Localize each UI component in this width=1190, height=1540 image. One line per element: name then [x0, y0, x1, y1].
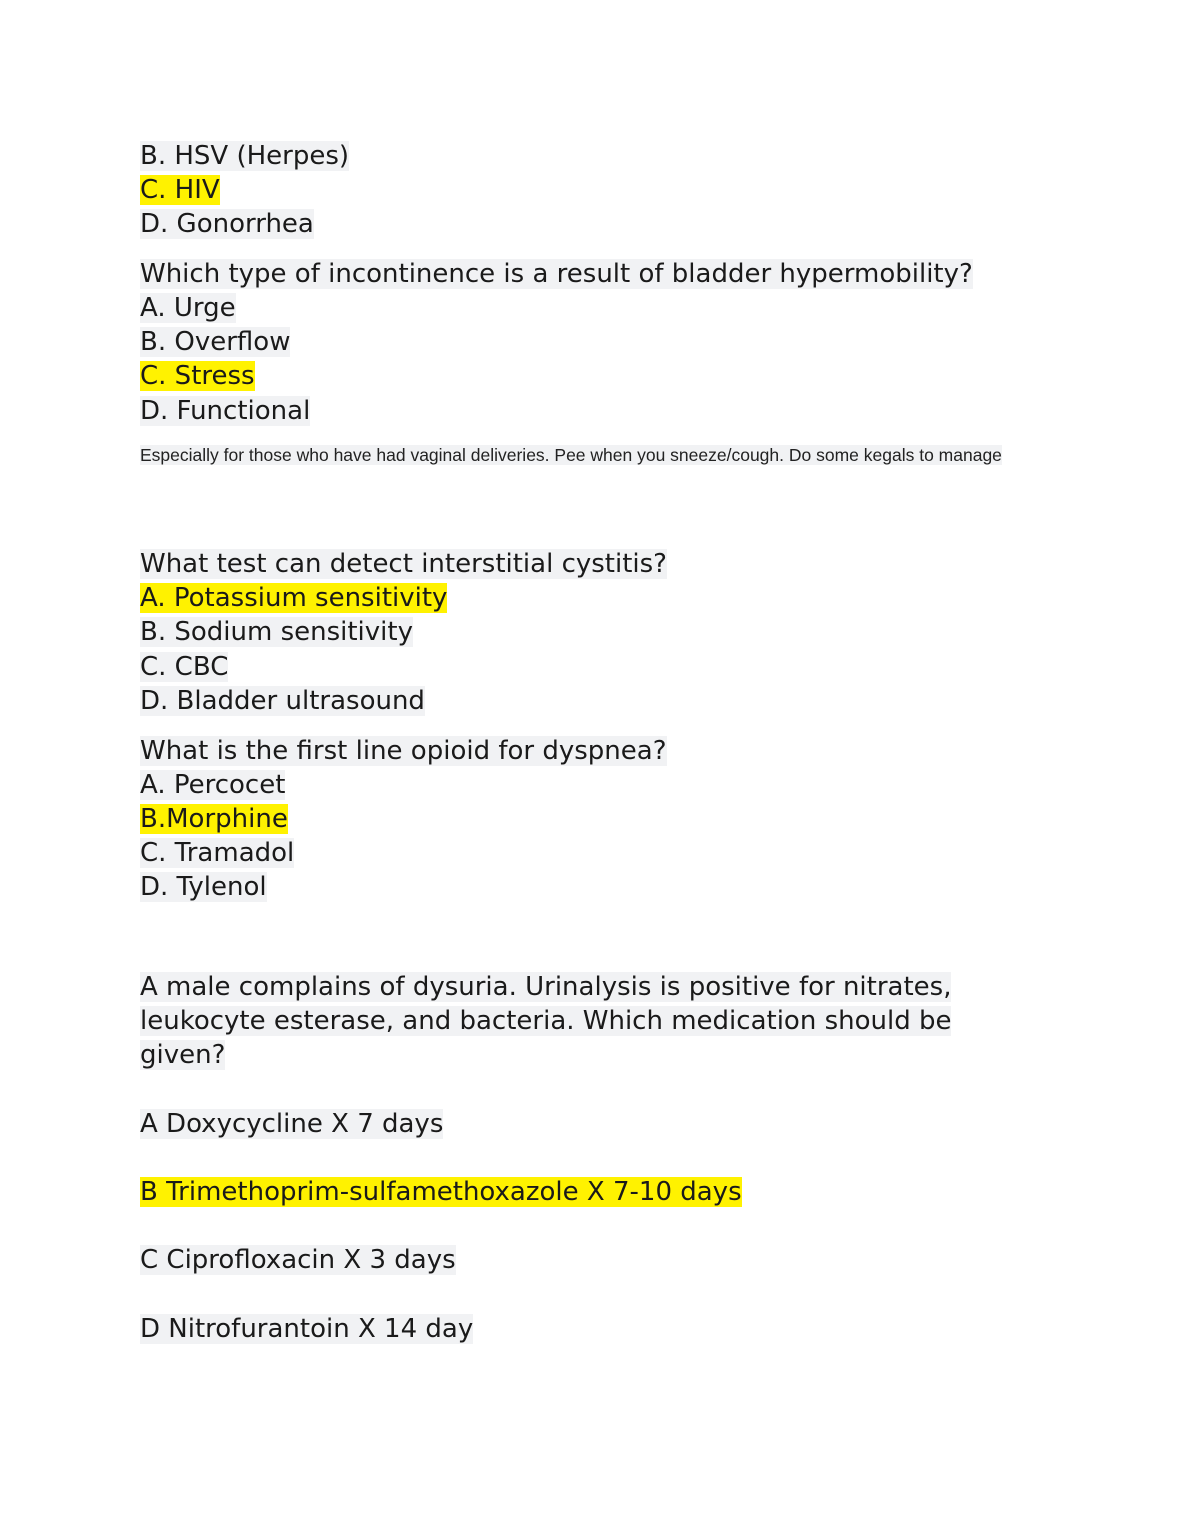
q3-option-d: D. Tylenol [140, 872, 267, 902]
q3-option-c: C. Tramadol [140, 838, 295, 868]
q4-option-b-answer: B Trimethoprim-sulfamethoxazole X 7-10 days [140, 1177, 742, 1207]
q1-explanation-note: Especially for those who have had vaginal deliveries. Pee when you sneeze/cough. Do some kegals to manage [140, 445, 1002, 465]
q3-option-b-answer: B.Morphine [140, 804, 288, 834]
q3-option-a: A. Percocet [140, 770, 286, 800]
q1-question: Which type of incontinence is a result of bladder hypermobility? [140, 259, 973, 289]
q2-option-a-answer: A. Potassium sensitivity [140, 583, 448, 613]
q0-option-c-answer: C. HIV [140, 175, 220, 205]
q3-question: What is the first line opioid for dyspnea? [140, 736, 667, 766]
q1-option-c-answer: C. Stress [140, 361, 255, 391]
q4-option-d: D Nitrofurantoin X 14 day [140, 1314, 474, 1344]
q2-option-b: B. Sodium sensitivity [140, 617, 413, 647]
q2-option-d: D. Bladder ultrasound [140, 686, 425, 716]
q4-question: A male complains of dysuria. Urinalysis is positive for nitrates, leukocyte esterase, and bacteria. Which medication should be given? [140, 972, 952, 1070]
q2-question: What test can detect interstitial cystitis? [140, 549, 667, 579]
q4-option-a: A Doxycycline X 7 days [140, 1109, 444, 1139]
q1-option-a: A. Urge [140, 293, 236, 323]
q4-option-c: C Ciprofloxacin X 3 days [140, 1245, 456, 1275]
q2-option-c: C. CBC [140, 652, 229, 682]
q0-option-b: B. HSV (Herpes) [140, 141, 350, 171]
q1-option-d: D. Functional [140, 396, 311, 426]
q1-option-b: B. Overflow [140, 327, 291, 357]
q0-option-d: D. Gonorrhea [140, 209, 314, 239]
